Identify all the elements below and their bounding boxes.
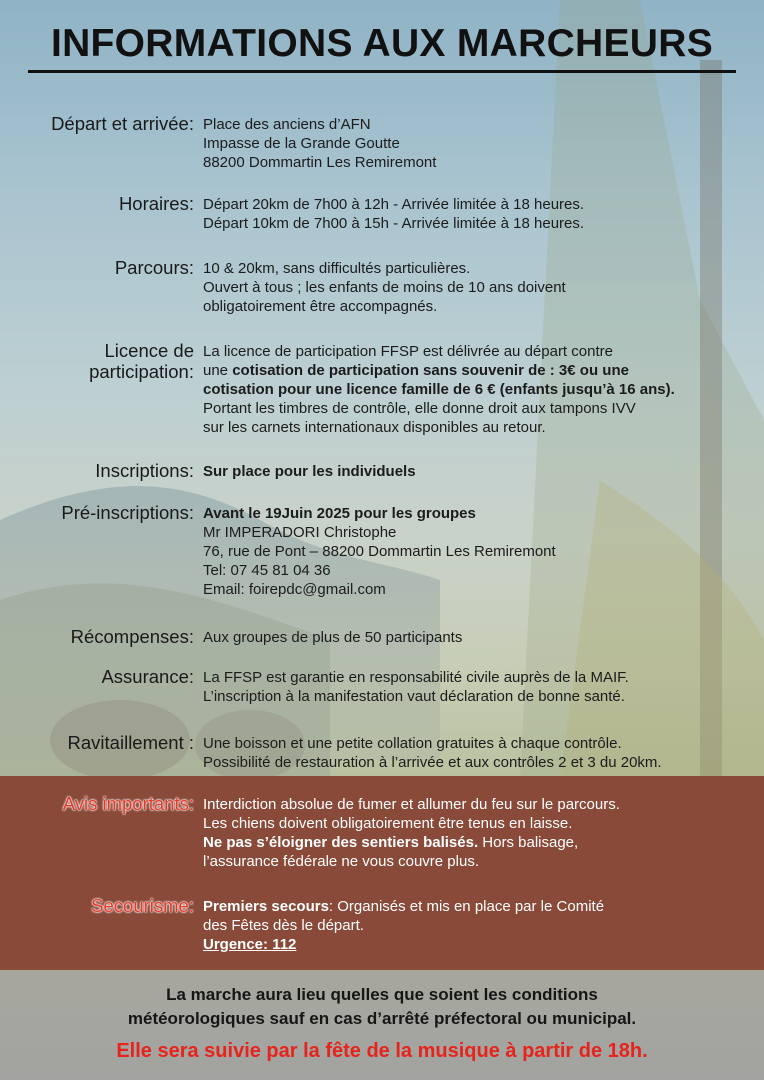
- section-text: [203, 342, 748, 437]
- text-bold: Ne pas s’éloigner des sentiers balisés.: [203, 834, 479, 851]
- text-line: L’inscription à la manifestation vaut déclaration de bonne santé.: [203, 688, 625, 705]
- text-segment: une: [203, 362, 233, 379]
- weather-notice: [0, 983, 764, 1031]
- text-line: Portant les timbres de contrôle, elle donne droit aux tampons IVV: [203, 400, 636, 417]
- text-segment: : Organisés et mis en place par le Comité: [328, 898, 605, 915]
- section-label: Ravitaillement :: [67, 732, 194, 753]
- text-line: Ouvert à tous ; les enfants de moins de 10 ans doivent: [203, 279, 566, 296]
- text-line: Place des anciens d’AFN: [203, 116, 371, 133]
- text-line: [203, 833, 748, 852]
- notice-line: météorologiques sauf en cas d’arrêté préfectoral ou municipal.: [127, 1009, 637, 1028]
- label-line: Licence de: [104, 340, 194, 361]
- section-text: [203, 195, 748, 233]
- page-title: INFORMATIONS AUX MARCHEURS: [50, 22, 714, 65]
- text-line: [203, 361, 748, 380]
- section-text: [203, 504, 748, 599]
- text-line: La FFSP est garantie en responsabilité civile auprès de la MAIF.: [203, 669, 629, 686]
- text-segment: Hors balisage,: [478, 834, 579, 851]
- text-bold: Premiers secours: [203, 898, 329, 915]
- text-line: 88200 Dommartin Les Remiremont: [203, 154, 437, 171]
- notice-line: La marche aura lieu quelles que soient les conditions: [166, 985, 598, 1004]
- music-festival-notice: Elle sera suivie par la fête de la musique à partir de 18h.: [116, 1040, 648, 1062]
- text-line-bold: Sur place pour les individuels: [203, 463, 416, 480]
- text-line: 10 & 20km, sans difficultés particulières.: [203, 260, 471, 277]
- label-line: participation:: [89, 361, 194, 382]
- section-text: [203, 259, 748, 316]
- section-text: [203, 795, 748, 871]
- emergency-number: Urgence: 112: [203, 936, 297, 953]
- text-line: Possibilité de restauration à l’arrivée et aux contrôles 2 et 3 du 20km.: [203, 754, 662, 771]
- section-text: [203, 462, 748, 481]
- text-line: obligatoirement être accompagnés.: [203, 298, 438, 315]
- section-label: Inscriptions:: [95, 460, 194, 481]
- text-line: [203, 897, 748, 916]
- section-label: Départ et arrivée:: [51, 113, 194, 134]
- text-line: Départ 20km de 7h00 à 12h - Arrivée limitée à 18 heures.: [203, 196, 585, 213]
- text-line: l’assurance fédérale ne vous couvre plus.: [203, 853, 479, 870]
- text-line: Mr IMPERADORI Christophe: [203, 524, 397, 541]
- text-line: Aux groupes de plus de 50 participants: [203, 629, 463, 646]
- text-line: Les chiens doivent obligatoirement être tenus en laisse.: [203, 815, 573, 832]
- important-band: [0, 776, 764, 970]
- text-line-bold: Avant le 19Juin 2025 pour les groupes: [203, 505, 476, 522]
- text-line: des Fêtes dès le départ.: [203, 917, 364, 934]
- section-label: Horaires:: [118, 193, 194, 214]
- section-text: [203, 897, 748, 954]
- section-label: Parcours:: [114, 257, 194, 278]
- text-line-bold: cotisation pour une licence famille de 6 € (enfants jusqu’à 16 ans).: [203, 381, 675, 398]
- email-text: Email: foirepdc@gmail.com: [203, 581, 386, 598]
- section-text: [203, 628, 748, 647]
- text-line: Départ 10km de 7h00 à 15h - Arrivée limitée à 18 heures.: [203, 215, 585, 232]
- alert-label: Avis importants:: [62, 793, 194, 814]
- section-label: Pré-inscriptions:: [61, 502, 194, 523]
- text-line: La licence de participation FFSP est délivrée au départ contre: [203, 343, 613, 360]
- section-label: Assurance:: [101, 666, 194, 687]
- alert-label: Secourisme:: [91, 895, 194, 916]
- text-line: sur les carnets internationaux disponibles au retour.: [203, 419, 546, 436]
- title-underline: [28, 70, 736, 73]
- text-line: Tel: 07 45 81 04 36: [203, 562, 331, 579]
- text-bold: cotisation de participation sans souvenir de : 3€ ou une: [232, 362, 629, 379]
- section-text: [203, 734, 748, 772]
- text-line: Une boisson et une petite collation gratuites à chaque contrôle.: [203, 735, 622, 752]
- text-line: 76, rue de Pont – 88200 Dommartin Les Remiremont: [203, 543, 556, 560]
- text-line: Interdiction absolue de fumer et allumer du feu sur le parcours.: [203, 796, 620, 813]
- section-text: [203, 668, 748, 706]
- section-text: [203, 115, 748, 172]
- section-label: [89, 340, 194, 382]
- text-line: Impasse de la Grande Goutte: [203, 135, 400, 152]
- section-label: Récompenses:: [70, 626, 194, 647]
